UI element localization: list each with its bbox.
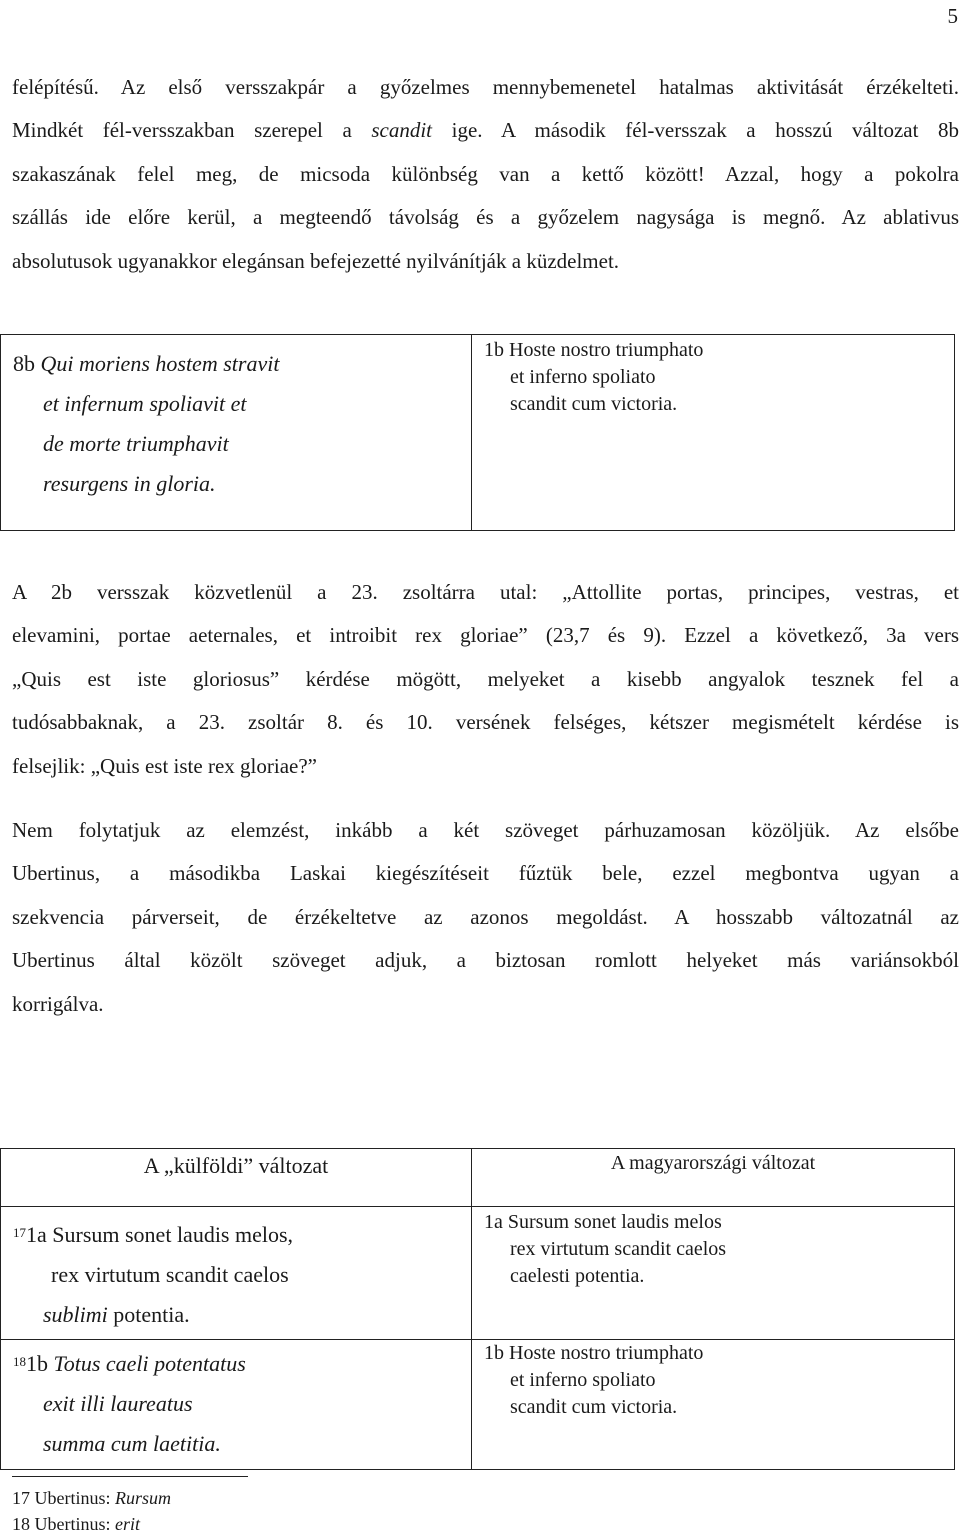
- verse-line: de morte triumphavit: [43, 431, 229, 456]
- verse-line: rex virtutum scandit caelos: [510, 1238, 727, 1260]
- page-number: 5: [947, 4, 958, 28]
- paragraph-line: korrigálva.: [12, 991, 104, 1016]
- foreign-version-cell: [1, 1340, 472, 1470]
- verse-line: 1a Sursum sonet laudis melos: [484, 1211, 722, 1233]
- verse-line: $^{18}$1b Totus caeli potentatus: [13, 1351, 246, 1376]
- column-header-foreign: A „külföldi” változat: [1, 1149, 472, 1207]
- paragraph-line: absolutusok ugyanakkor elegánsan befejezetté nyilvánítják a küzdelmet.: [12, 248, 620, 273]
- short-version-cell: [472, 335, 955, 531]
- paragraph-line: felépítésű. Az első versszakpár a győzelmes mennybemenetel hatalmas aktivitását érzékelteti.: [12, 75, 959, 99]
- footnote-separator: [12, 1476, 248, 1477]
- paragraph-line: szekvencia párverseit, de érzékeltetve az azonos megoldást. A hosszabb változatnál az: [12, 904, 959, 929]
- paragraph-line: felsejlik: „Quis est iste rex gloriae?”: [12, 753, 317, 778]
- verse-line: exit illi laureatus: [43, 1391, 193, 1416]
- paragraph-line: szállás ide előre kerül, a megteendő távolság és a győzelem nagysága is megnő. Az ablativus: [12, 205, 959, 230]
- verse-line: summa cum laetitia.: [43, 1431, 221, 1456]
- paragraph-line: „Quis est iste gloriosus” kérdése mögött, melyeket a kisebb angyalok tesznek fel a: [12, 666, 959, 691]
- emphasis-text: scandit: [371, 118, 433, 143]
- hungarian-version-cell: [472, 1340, 955, 1470]
- paragraph-line: Nem folytatjuk az elemzést, inkább a két szöveget párhuzamosan közöljük. Az elsőbe: [12, 818, 959, 842]
- paragraph-line: szakaszának felel meg, de micsoda különbség van a kettő között! Azzal, hogy a pokolra: [12, 161, 959, 186]
- verse-line: et inferno spoliato: [510, 1369, 656, 1391]
- verse-line: 1b Hoste nostro triumphato: [484, 1342, 704, 1364]
- paragraph-1: [12, 66, 959, 283]
- verse-line: 8b Qui moriens hostem stravit: [13, 351, 280, 376]
- verse-comparison-table-2: [0, 1148, 955, 1470]
- hungarian-version-cell: [472, 1207, 955, 1340]
- verse-line: resurgens in gloria.: [43, 471, 216, 496]
- paragraph-2: [12, 571, 959, 788]
- paragraph-line: tudósabbaknak, a 23. zsoltár 8. és 10. versének felséges, kétszer megismételt kérdése is: [12, 710, 959, 735]
- footnote-ref: 17: [13, 1225, 26, 1240]
- verse-line: caelesti potentia.: [510, 1265, 645, 1287]
- verse-line: sublimi potentia.: [43, 1302, 190, 1327]
- verse-line: rex virtutum scandit caelos: [51, 1262, 289, 1287]
- paragraph-line: A 2b versszak közvetlenül a 23. zsoltárra utal: „Attollite portas, principes, vestras, et: [12, 580, 959, 604]
- verse-line: 1b Hoste nostro triumphato: [484, 339, 704, 361]
- paragraph-line: Mindkét fél-versszakban szerepel a scandit ige. A második fél-versszak a hosszú változat 8b: [12, 118, 959, 143]
- footnote-17: 17 Ubertinus: Rursum: [12, 1488, 172, 1508]
- footnote-ref: 18: [13, 1354, 26, 1369]
- long-version-cell: [1, 335, 472, 531]
- verse-line: et infernum spoliavit et: [43, 391, 247, 416]
- foreign-version-cell: [1, 1207, 472, 1340]
- footnote-18: 18 Ubertinus: erit: [12, 1514, 140, 1534]
- verse-comparison-table-1: [0, 334, 955, 531]
- paragraph-3: [12, 809, 959, 1026]
- paragraph-line: Ubertinus által közölt szöveget adjuk, a biztosan romlott helyeket más variánsokból: [12, 948, 959, 973]
- verse-line: et inferno spoliato: [510, 366, 656, 388]
- verse-line: scandit cum victoria.: [510, 393, 678, 415]
- verse-line: $^{17}$1a Sursum sonet laudis melos,: [13, 1222, 294, 1247]
- paragraph-line: elevamini, portae aeternales, et introibit rex gloriae” (23,7 és 9). Ezzel a következő, 3a vers: [12, 623, 959, 648]
- column-header-hungarian: A magyarországi változat: [472, 1149, 955, 1207]
- verse-line: scandit cum victoria.: [510, 1396, 678, 1418]
- paragraph-line: Ubertinus, a másodikba Laskai kiegészítéseit fűztük bele, ezzel megbontva ugyan a: [12, 861, 959, 886]
